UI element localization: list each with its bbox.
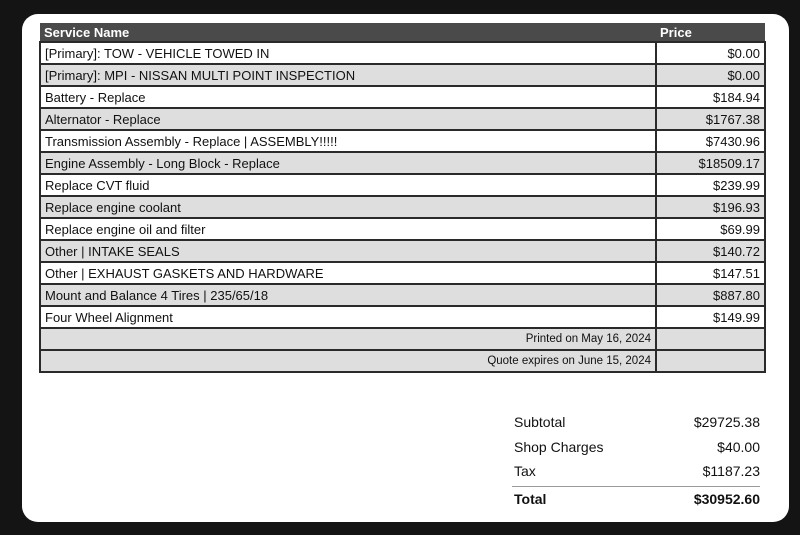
subtotal-label: Subtotal (514, 414, 566, 430)
quote-expiry-date: Quote expires on June 15, 2024 (40, 350, 656, 372)
price-header: Price (656, 23, 765, 42)
shop-charges-label: Shop Charges (514, 438, 604, 455)
table-row (40, 130, 765, 152)
service-name-cell: Other | INTAKE SEALS (40, 240, 656, 262)
shop-charges-value: $40.00 (717, 438, 760, 455)
tax-line (512, 459, 760, 484)
tax-label: Tax (514, 463, 536, 479)
quote-expiry-row (40, 350, 765, 372)
service-name-cell: Alternator - Replace (40, 108, 656, 130)
price-cell: $7430.96 (656, 130, 765, 152)
price-cell: $887.80 (656, 284, 765, 306)
service-name-cell: Engine Assembly - Long Block - Replace (40, 152, 656, 174)
price-cell: $1767.38 (656, 108, 765, 130)
shop-charges-line (512, 435, 760, 460)
table-row (40, 284, 765, 306)
price-cell: $69.99 (656, 218, 765, 240)
total-line (512, 486, 760, 511)
table-row (40, 174, 765, 196)
table-row (40, 42, 765, 64)
table-row (40, 240, 765, 262)
service-name-cell: Replace CVT fluid (40, 174, 656, 196)
table-row (40, 108, 765, 130)
totals-summary (512, 410, 760, 511)
price-cell: $149.99 (656, 306, 765, 328)
table-row (40, 262, 765, 284)
price-cell: $184.94 (656, 86, 765, 108)
service-name-cell: [Primary]: TOW - VEHICLE TOWED IN (40, 42, 656, 64)
services-table (39, 23, 766, 373)
price-cell: $18509.17 (656, 152, 765, 174)
service-name-header: Service Name (40, 23, 656, 42)
printed-date-empty-cell (656, 328, 765, 350)
total-value: $30952.60 (693, 490, 760, 507)
subtotal-line (512, 410, 760, 435)
table-row (40, 306, 765, 328)
total-label: Total (514, 490, 547, 507)
tax-value: $1187.23 (702, 463, 760, 479)
subtotal-value: $29725.38 (693, 414, 760, 430)
printed-date: Printed on May 16, 2024 (40, 328, 656, 350)
price-cell: $0.00 (656, 64, 765, 86)
service-name-cell: [Primary]: MPI - NISSAN MULTI POINT INSPECTION (40, 64, 656, 86)
price-cell: $239.99 (656, 174, 765, 196)
table-row (40, 152, 765, 174)
table-row (40, 64, 765, 86)
service-name-cell: Other | EXHAUST GASKETS AND HARDWARE (40, 262, 656, 284)
service-name-cell: Transmission Assembly - Replace | ASSEMBLY!!!!! (40, 130, 656, 152)
service-name-cell: Battery - Replace (40, 86, 656, 108)
service-name-cell: Replace engine oil and filter (40, 218, 656, 240)
service-name-cell: Four Wheel Alignment (40, 306, 656, 328)
quote-card (22, 14, 789, 522)
table-row (40, 218, 765, 240)
table-row (40, 86, 765, 108)
table-header-row (40, 23, 765, 42)
service-name-cell: Mount and Balance 4 Tires | 235/65/18 (40, 284, 656, 306)
quote-expiry-empty-cell (656, 350, 765, 372)
printed-date-row (40, 328, 765, 350)
price-cell: $147.51 (656, 262, 765, 284)
price-cell: $140.72 (656, 240, 765, 262)
price-cell: $0.00 (656, 42, 765, 64)
service-name-cell: Replace engine coolant (40, 196, 656, 218)
table-row (40, 196, 765, 218)
price-cell: $196.93 (656, 196, 765, 218)
